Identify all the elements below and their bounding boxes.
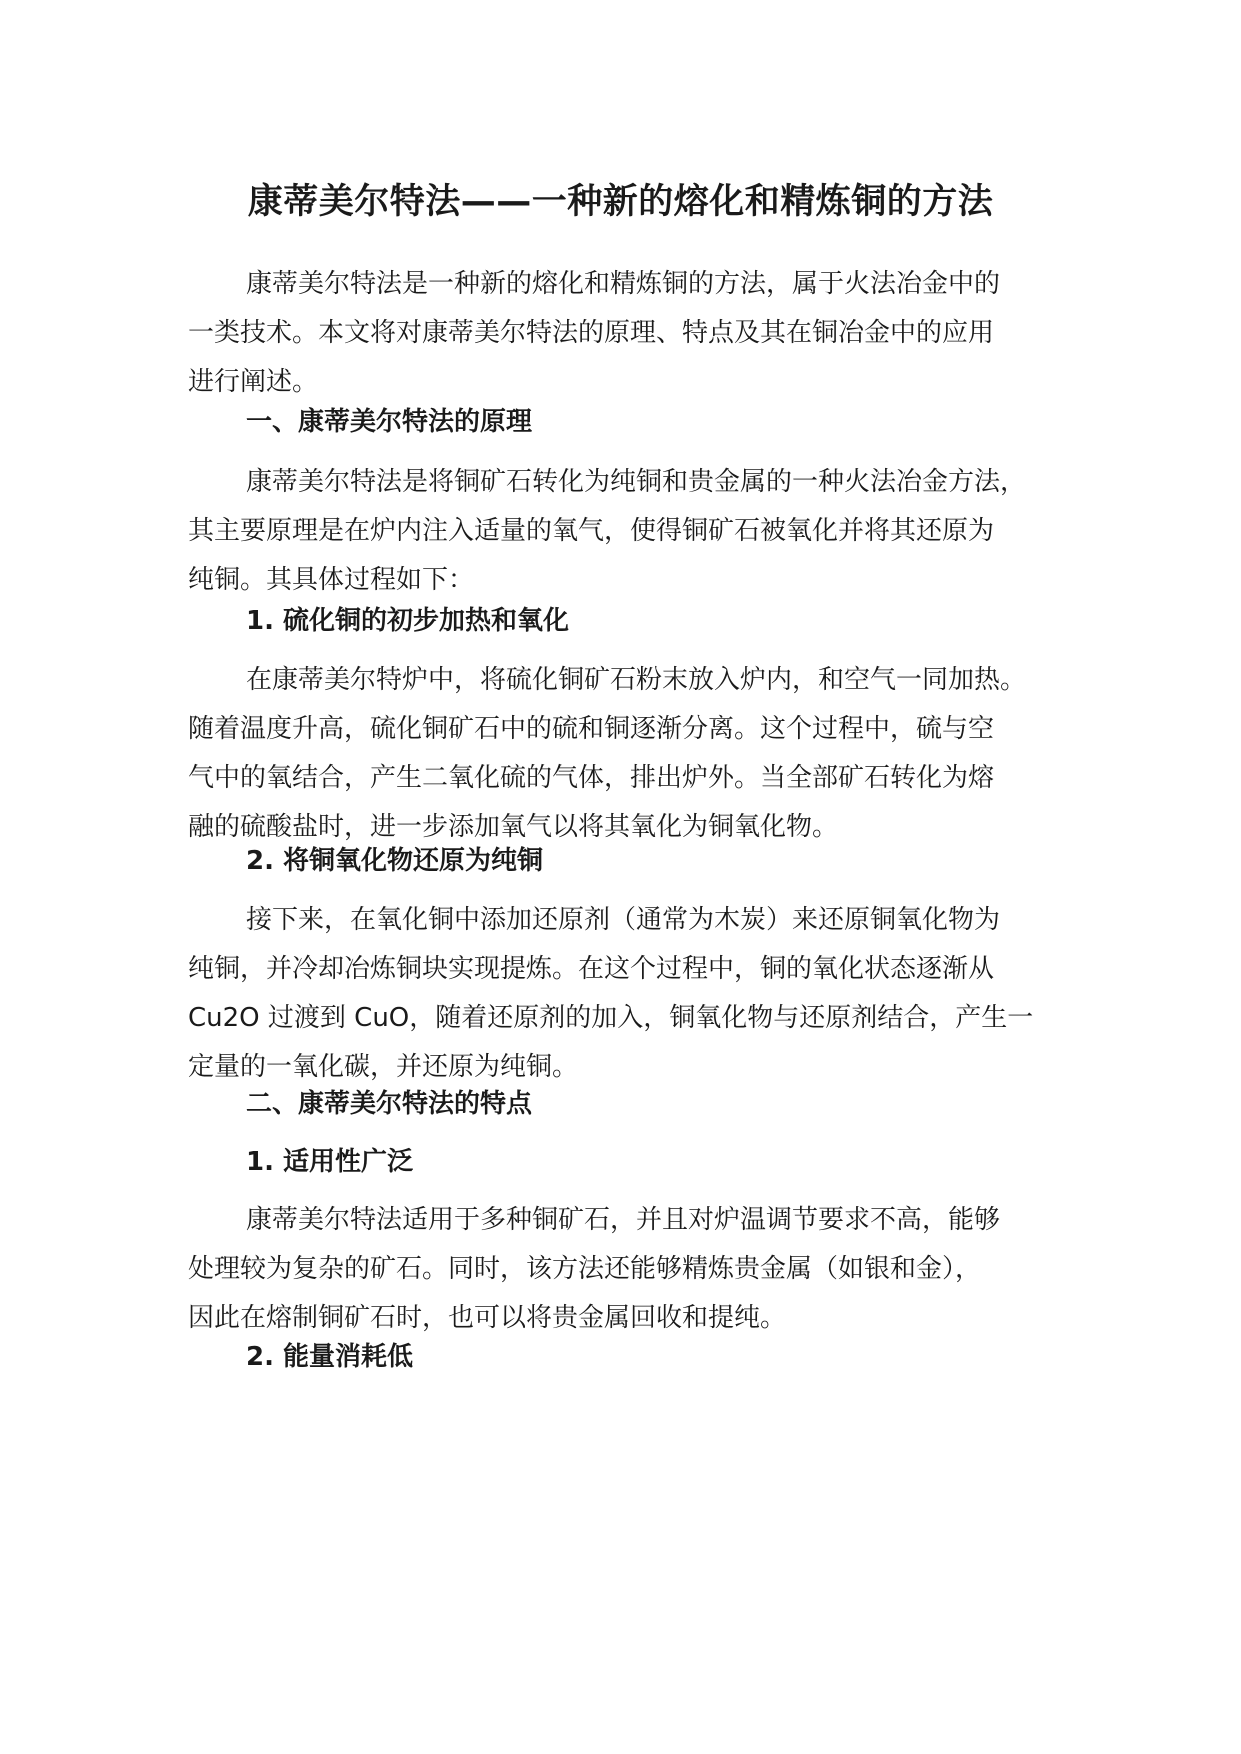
section-heading: 二、康蒂美尔特法的特点 bbox=[246, 1089, 533, 1119]
paragraph-line: 纯铜，并冷却冶炼铜块实现提炼。在这个过程中，铜的氧化状态逐渐从 bbox=[188, 954, 995, 984]
paragraph-line: 其主要原理是在炉内注入适量的氧气，使得铜矿石被氧化并将其还原为 bbox=[188, 516, 995, 546]
step1-paragraph bbox=[188, 656, 1068, 852]
paragraph-line: 接下来，在氧化铜中添加还原剂（通常为木炭）来还原铜氧化物为 bbox=[246, 905, 1001, 935]
paragraph-line: 随着温度升高，硫化铜矿石中的硫和铜逐渐分离。这个过程中，硫与空 bbox=[188, 714, 995, 744]
paragraph-line: 在康蒂美尔特炉中，将硫化铜矿石粉末放入炉内，和空气一同加热。 bbox=[246, 665, 1027, 695]
subsection-heading: 1. 硫化铜的初步加热和氧化 bbox=[246, 606, 570, 636]
section-heading: 一、康蒂美尔特法的原理 bbox=[246, 407, 533, 437]
subsection-heading: 1. 适用性广泛 bbox=[246, 1147, 414, 1177]
paragraph-line: 气中的氧结合，产生二氧化硫的气体，排出炉外。当全部矿石转化为熔 bbox=[188, 763, 995, 793]
applicability-paragraph bbox=[188, 1196, 1068, 1343]
paragraph-line: 康蒂美尔特法适用于多种铜矿石，并且对炉温调节要求不高，能够 bbox=[246, 1205, 1001, 1235]
subsection-heading: 2. 能量消耗低 bbox=[246, 1342, 414, 1372]
paragraph-line: 定量的一氧化碳，并还原为纯铜。 bbox=[188, 1052, 579, 1082]
paragraph-line: 一类技术。本文将对康蒂美尔特法的原理、特点及其在铜冶金中的应用 bbox=[188, 318, 995, 348]
document-title: 康蒂美尔特法——一种新的熔化和精炼铜的方法 bbox=[247, 182, 994, 222]
paragraph-line: Cu2O 过渡到 CuO，随着还原剂的加入，铜氧化物与还原剂结合，产生一 bbox=[188, 1003, 1034, 1033]
paragraph-line: 因此在熔制铜矿石时，也可以将贵金属回收和提纯。 bbox=[188, 1303, 787, 1333]
subsection-heading: 2. 将铜氧化物还原为纯铜 bbox=[246, 846, 544, 876]
intro-paragraph bbox=[188, 260, 1068, 407]
paragraph-line: 处理较为复杂的矿石。同时，该方法还能够精炼贵金属（如银和金）， bbox=[188, 1254, 982, 1284]
paragraph-line: 康蒂美尔特法是将铜矿石转化为纯铜和贵金属的一种火法冶金方法， bbox=[246, 467, 1027, 497]
principle-paragraph bbox=[188, 458, 1068, 605]
paragraph-line: 纯铜。其具体过程如下： bbox=[188, 565, 475, 595]
paragraph-line: 融的硫酸盐时，进一步添加氧气以将其氧化为铜氧化物。 bbox=[188, 812, 839, 842]
step2-paragraph bbox=[188, 896, 1068, 1092]
paragraph-line: 康蒂美尔特法是一种新的熔化和精炼铜的方法，属于火法冶金中的 bbox=[246, 269, 1001, 299]
paragraph-line: 进行阐述。 bbox=[188, 367, 319, 397]
